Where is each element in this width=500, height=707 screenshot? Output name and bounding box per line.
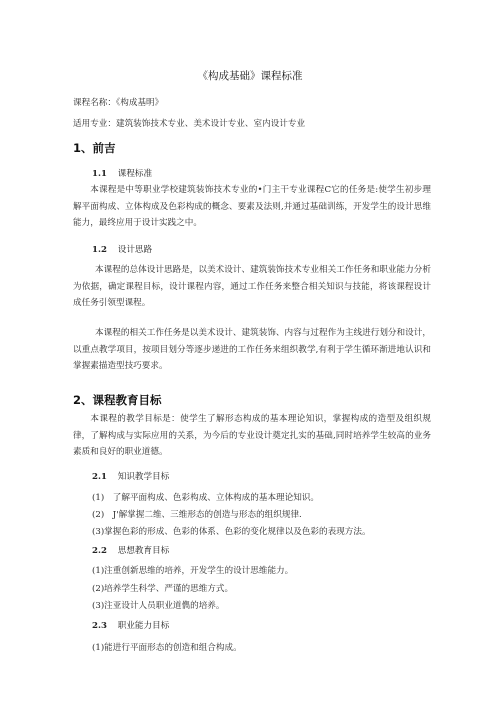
paragraph (73, 182, 431, 232)
subsection-title: 知识教学目标 (117, 472, 170, 482)
applicable-majors: 适用专业：建筑装饰技术专业、美术设计专业、室内设计专业 (73, 119, 306, 129)
paragraph-text: 本课程是中等职业学校建筑装饰技术专业的•门主干专业课程C它的任务是:使学生初步理解平面构成、立体构成及色彩构成的概念、要素及法则,并通过基础训练，开发学生的设计思维能力，最终应用于设计实践之中。 (73, 185, 431, 228)
subsection-heading (92, 470, 169, 482)
document-title: 《构成基础》课程标准 (197, 70, 303, 82)
section-heading: 2、课程教育目标 (73, 393, 162, 407)
list-item: (3)掌握色彩的形成、色彩的体系、色彩的变化规律以及色彩的表现方法。 (92, 527, 371, 537)
paragraph (73, 325, 431, 375)
subsection-heading (92, 619, 169, 631)
subsection-title: 课程标准 (117, 169, 153, 179)
list-item: (3)注亚设计人员职业道儁的培养。 (92, 601, 225, 611)
paragraph-text: 本课程的教学目标是：使学生了解形态构成的基本理论知识，掌握构成的造型及组织规律，了解构成与实际应用的关系，为今后的专业设计奠定扎实的基础,同时培养学生较高的业务素质和良好的职业道德。 (73, 414, 431, 457)
paragraph-text: 本课程的相关工作任务是以美术设计、建筑装饰、内容与过程作为主线进行划分和设计，以重点教学项目，按项目划分等逐步递进的工作任务来组织教学,有利于学生循环渐进地认识和掌握素描造型技巧要求。 (73, 328, 431, 371)
list-item: (2) J'解掌握二维、三维形态的创造与形态的组织规律. (92, 510, 302, 520)
subsection-number: 2.3 (92, 621, 107, 631)
subsection-heading (92, 243, 152, 255)
paragraph-text: 本课程的总体设计思路是，以美术设计、建筑装饰技术专业相关工作任务和职业能力分析为依据，确定课程目标，设计课程内容，通过工作任务来整合相关知识与技能，将该课程设计成任务引领型课程。 (73, 265, 431, 308)
subsection-number: 2.1 (92, 472, 107, 482)
list-item: (1)注重创新思维的培养，开发学生的设计思维能力。 (92, 566, 294, 576)
subsection-heading (92, 167, 152, 179)
subsection-title: 设计思路 (117, 245, 153, 255)
course-name: 课程名称：《构成基明》 (73, 98, 164, 108)
list-item: (1)能进行平面形态的创造和组合构成。 (92, 643, 242, 653)
subsection-number: 1.1 (92, 169, 107, 179)
list-item: (2)培养学生科学、严谨的思维方式。 (92, 584, 234, 594)
subsection-title: 思想教育目标 (117, 546, 170, 556)
subsection-title: 职业能力目标 (117, 621, 170, 631)
subsection-number: 1.2 (92, 245, 107, 255)
list-item: (1) 了解平面构成、色彩构成、立体构成的基本理论知识。 (92, 493, 320, 503)
paragraph (73, 411, 431, 461)
subsection-number: 2.2 (92, 546, 107, 556)
paragraph (73, 262, 431, 312)
subsection-heading (92, 544, 169, 556)
section-heading: 1、前吉 (73, 141, 116, 155)
